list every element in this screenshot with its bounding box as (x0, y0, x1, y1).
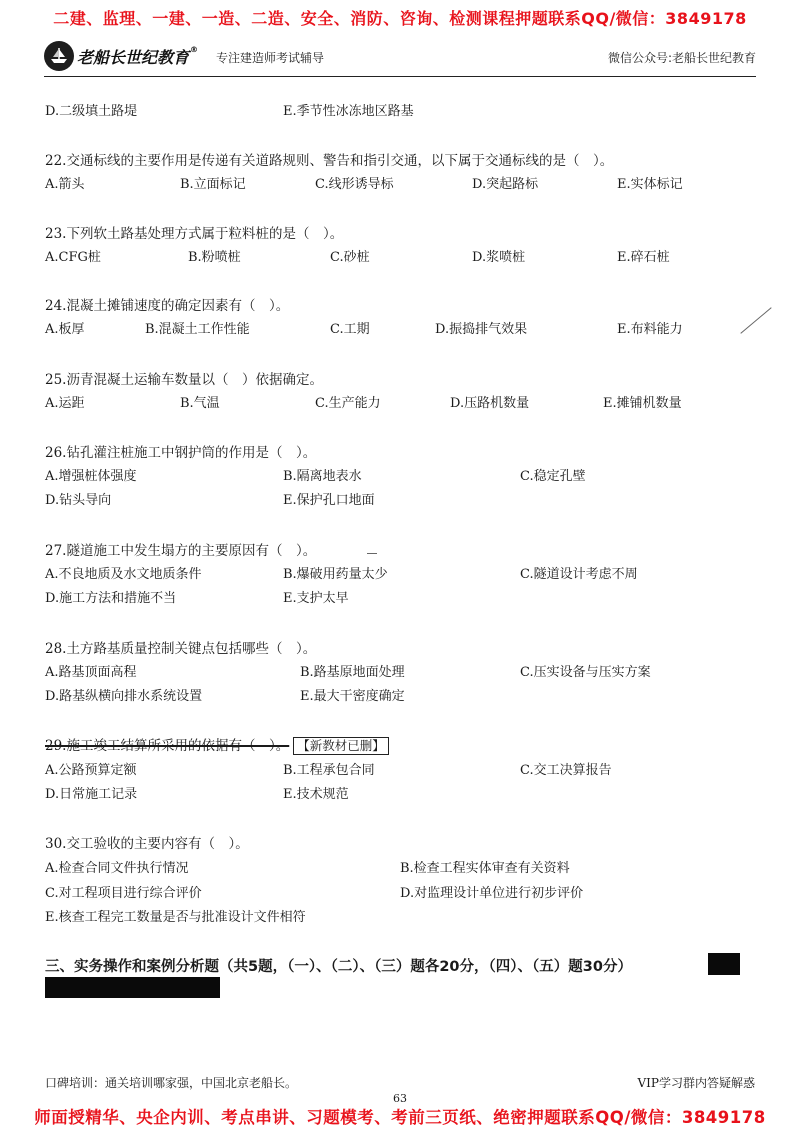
option-22-e: E.实体标记 (617, 177, 683, 192)
option-22-b: B.立面标记 (180, 177, 246, 192)
footer-slogan: 口碑培训：通关培训哪家强，中国北京老船长。 (45, 1076, 298, 1090)
option-27-e: E.支护太早 (283, 591, 349, 606)
option-30-e: E.核查工程完工数量是否与批准设计文件相符 (45, 910, 306, 925)
scan-mark (740, 307, 771, 333)
option-26-a: A.增强桩体强度 (45, 469, 137, 484)
option-23-d: D.浆喷桩 (472, 250, 526, 265)
option-26-e: E.保护孔口地面 (283, 493, 375, 508)
question-29-stem-row (45, 734, 389, 755)
scan-mark (367, 553, 377, 554)
question-27-stem: 27.隧道施工中发生塌方的主要原因有（ ）。 (45, 543, 317, 559)
question-29-stem: 29.施工竣工结算所采用的依据有（ ）。 (45, 738, 290, 754)
question-28-stem: 28.土方路基质量控制关键点包括哪些（ ）。 (45, 641, 317, 657)
page-number: 63 (393, 1092, 407, 1105)
section-heading: 三、实务操作和案例分析题（共5题，（一）、（二）、（三）题各20分，（四）、（五）题30分） (45, 959, 632, 975)
option-29-a: A.公路预算定额 (45, 763, 137, 778)
logo-text: 老船长世纪教育® (77, 44, 199, 67)
registered-mark: ® (190, 44, 199, 54)
option-22-c: C.线形诱导标 (315, 177, 394, 192)
option-30-a: A.检查合同文件执行情况 (45, 861, 189, 876)
option-29-d: D.日常施工记录 (45, 787, 138, 802)
option-25-b: B.气温 (180, 396, 220, 411)
option-24-d: D.振捣排气效果 (435, 322, 528, 337)
option-26-b: B.隔离地表水 (283, 469, 362, 484)
header-tagline: 专注建造师考试辅导 (216, 51, 325, 65)
option-30-b: B.检查工程实体审查有关资料 (400, 861, 570, 876)
option-24-b: B.混凝土工作性能 (145, 322, 250, 337)
footer-vip-note: VIP学习群内答疑解惑 (637, 1076, 755, 1090)
option-30-d: D.对监理设计单位进行初步评价 (400, 886, 584, 901)
option-22-a: A.箭头 (45, 177, 85, 192)
deleted-from-textbook-tag: 【新教材已删】 (293, 737, 389, 755)
option-25-c: C.生产能力 (315, 396, 381, 411)
option-28-d: D.路基纵横向排水系统设置 (45, 689, 203, 704)
option-23-e: E.碎石桩 (617, 250, 670, 265)
option-29-c: C.交工决算报告 (520, 763, 612, 778)
question-30-stem: 30.交工验收的主要内容有（ ）。 (45, 836, 249, 852)
option-24-e: E.布料能力 (617, 322, 683, 337)
option-30-c: C.对工程项目进行综合评价 (45, 886, 202, 901)
header-wechat-account: 微信公众号:老船长世纪教育 (607, 51, 756, 65)
ship-logo-icon (44, 41, 74, 71)
option-23-b: B.粉喷桩 (188, 250, 241, 265)
option-26-c: C.稳定孔壁 (520, 469, 586, 484)
option-24-c: C.工期 (330, 322, 370, 337)
page-header (44, 40, 756, 77)
option-25-e: E.摊铺机数量 (603, 396, 682, 411)
option-28-e: E.最大干密度确定 (300, 689, 405, 704)
option-27-d: D.施工方法和措施不当 (45, 591, 177, 606)
question-23-stem: 23.下列软土路基处理方式属于粒料桩的是（ ）。 (45, 226, 344, 242)
logo (44, 41, 198, 71)
option-25-a: A.运距 (45, 396, 85, 411)
question-24-stem: 24.混凝土摊铺速度的确定因素有（ ）。 (45, 298, 290, 314)
option-27-c: C.隧道设计考虑不周 (520, 567, 638, 582)
option-21-e: E.季节性冰冻地区路基 (283, 104, 414, 119)
question-22-stem: 22.交通标线的主要作用是传递有关道路规则、警告和指引交通，以下属于交通标线的是（ ）。 (45, 153, 614, 169)
option-29-b: B.工程承包合同 (283, 763, 375, 778)
option-23-c: C.砂桩 (330, 250, 370, 265)
redaction-block (45, 977, 220, 998)
option-27-a: A.不良地质及水文地质条件 (45, 567, 202, 582)
option-26-d: D.钻头导向 (45, 493, 112, 508)
option-25-d: D.压路机数量 (450, 396, 530, 411)
question-26-stem: 26.钻孔灌注桩施工中钢护筒的作用是（ ）。 (45, 445, 317, 461)
option-24-a: A.板厚 (45, 322, 85, 337)
option-28-a: A.路基顶面高程 (45, 665, 137, 680)
option-21-d: D.二级填土路堤 (45, 104, 138, 119)
option-28-b: B.路基原地面处理 (300, 665, 405, 680)
option-27-b: B.爆破用药量太少 (283, 567, 388, 582)
top-promo-banner: 二建、监理、一建、一造、二造、安全、消防、咨询、检测课程押题联系QQ/微信：3849178 (53, 9, 747, 28)
redaction-block (708, 953, 740, 975)
question-25-stem: 25.沥青混凝土运输车数量以（ ）依据确定。 (45, 372, 323, 388)
option-29-e: E.技术规范 (283, 787, 349, 802)
option-22-d: D.突起路标 (472, 177, 539, 192)
option-23-a: A.CFG桩 (45, 250, 101, 265)
option-28-c: C.压实设备与压实方案 (520, 665, 651, 680)
bottom-promo-banner: 师面授精华、央企内训、考点串讲、习题模考、考前三页纸、绝密押题联系QQ/微信：3849178 (34, 1108, 766, 1127)
